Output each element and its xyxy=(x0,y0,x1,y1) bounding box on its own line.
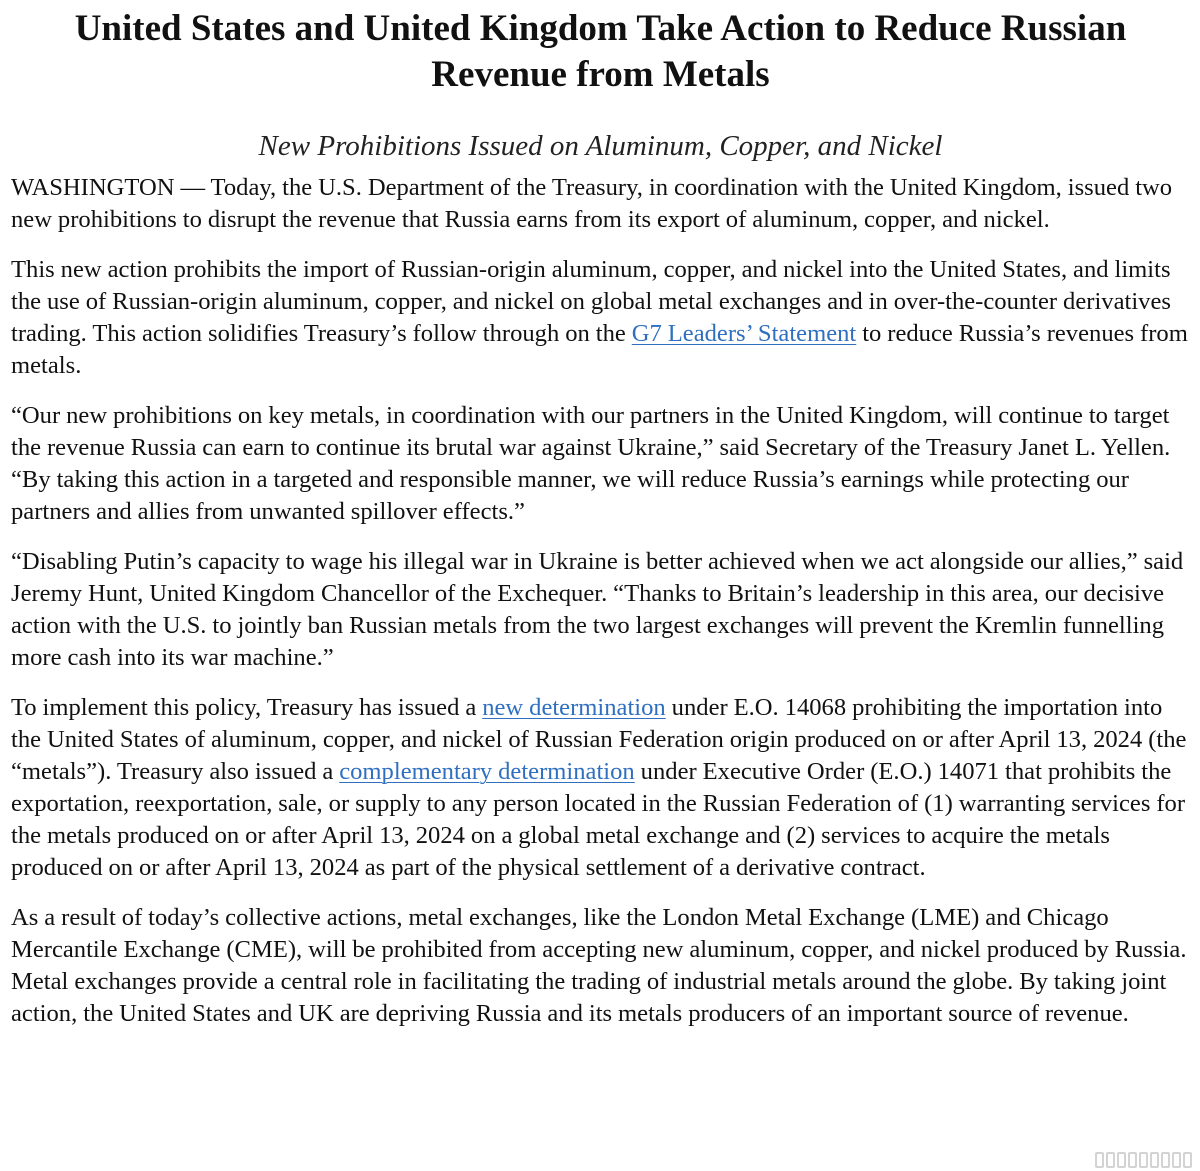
complementary-determination-link[interactable]: complementary determination xyxy=(339,758,635,785)
paragraph-action-text-1: This new action prohibits the import of Russian-origin aluminum, copper, and nickel into the United States, and limits the use of Russian-origin aluminum, copper, and nickel on global metal exchanges and in over-the-counter derivatives trading. This action solidifies Treasury’s follow through on the xyxy=(11,256,1171,347)
paragraph-yellen-quote: “Our new prohibitions on key metals, in coordination with our partners in the United Kingdom, will continue to target the revenue Russia can earn to continue its brutal war against Ukraine,” said Secretary of the Treasury Janet L. Yellen. “By taking this action in a targeted and responsible manner, we will reduce Russia’s earnings while protecting our partners and allies from unwanted spillover effects.” xyxy=(11,402,1171,525)
paragraph-implementation xyxy=(11,692,1190,884)
paragraph-intro: WASHINGTON — Today, the U.S. Department of the Treasury, in coordination with the United Kingdom, issued two new prohibitions to disrupt the revenue that Russia earns from its export of aluminum, copper, and nickel. xyxy=(11,174,1173,233)
paragraph-implementation-text-3: under Executive Order (E.O.) 14071 that prohibits the exportation, reexportation, sale, or supply to any person located in the Russian Federation of (1) warranting services for the metals produced on or after April 13, 2024 on a global metal exchange and (2) services to acquire the metals produced on or after April 13, 2024 as part of the physical settlement of a derivative contract. xyxy=(11,758,1186,881)
paragraph-hunt-quote: “Disabling Putin’s capacity to wage his illegal war in Ukraine is better achieved when we act alongside our allies,” said Jeremy Hunt, United Kingdom Chancellor of the Exchequer. “Thanks to Britain’s leadership in this area, our decisive action with the U.S. to jointly ban Russian metals from the two largest exchanges will prevent the Kremlin funnelling more cash into its war machine.” xyxy=(11,548,1184,671)
paragraph-implementation-text-1: To implement this policy, Treasury has issued a xyxy=(11,694,483,721)
page-title: United States and United Kingdom Take Action to Reduce Russian Revenue from Metals xyxy=(74,8,1127,95)
page-subtitle: New Prohibitions Issued on Aluminum, Copper, and Nickel xyxy=(258,130,943,162)
paragraph-action-text-2: to reduce Russia’s revenues from metals. xyxy=(11,320,1188,379)
paragraph-implementation-text-2: under E.O. 14068 prohibiting the importation into the United States of aluminum, copper, and nickel of Russian Federation origin produced on or after April 13, 2024 (the “metals”). Treasury also issued a xyxy=(11,694,1187,785)
paragraph-exchanges: As a result of today’s collective actions, metal exchanges, like the London Metal Exchange (LME) and Chicago Mercantile Exchange (CME), will be prohibited from accepting new aluminum, copper, and nickel produced by Russia. Metal exchanges provide a central role in facilitating the trading of industrial metals around the globe. By taking joint action, the United States and UK are depriving Russia and its metals producers of an important source of revenue. xyxy=(11,904,1187,1027)
new-determination-link[interactable]: new determination xyxy=(482,694,666,721)
watermark-bars-icon xyxy=(1095,1152,1192,1168)
g7-statement-link[interactable]: G7 Leaders’ Statement xyxy=(631,320,857,347)
paragraph-action xyxy=(11,254,1190,382)
